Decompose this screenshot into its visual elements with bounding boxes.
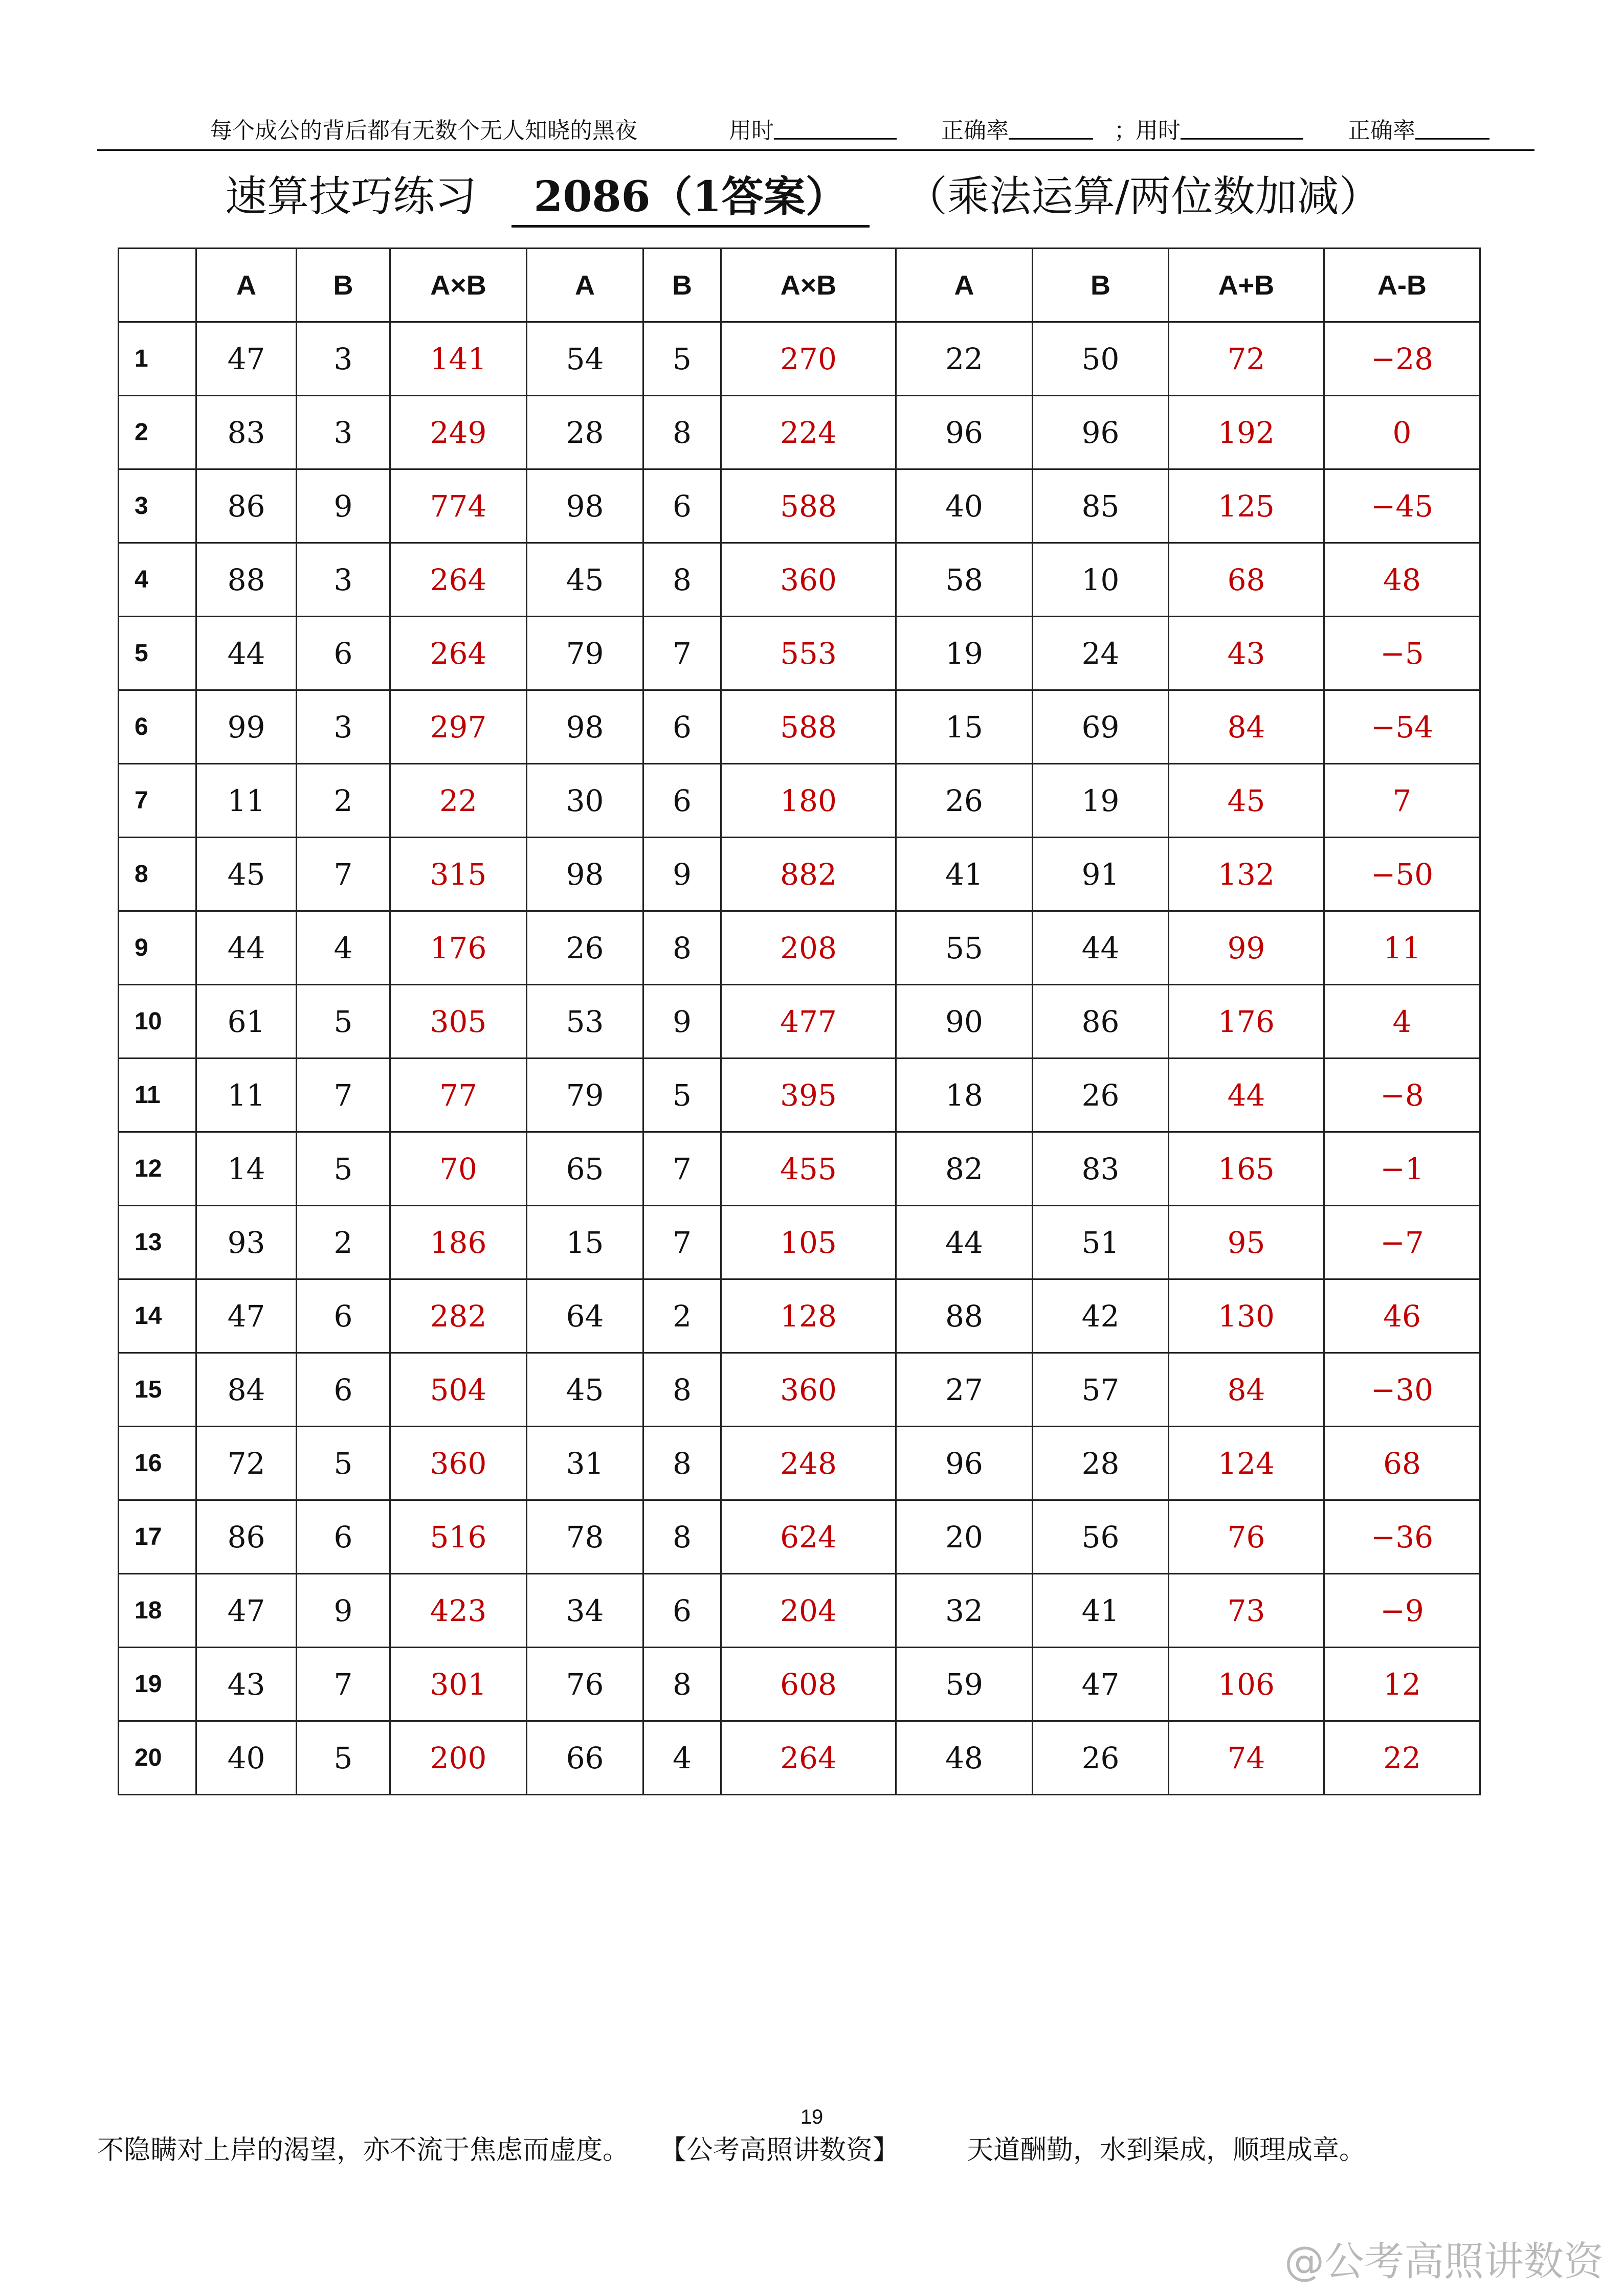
header-line <box>97 116 1534 146</box>
row-number: 12 <box>119 1132 196 1206</box>
table-row <box>119 1500 1480 1574</box>
column-header: A×B <box>721 249 896 322</box>
operand-cell: 3 <box>297 690 390 764</box>
operand-cell: 24 <box>1033 617 1169 690</box>
operand-cell: 4 <box>643 1721 721 1795</box>
operand-cell: 41 <box>896 838 1033 911</box>
answer-cell: 74 <box>1169 1721 1324 1795</box>
row-number: 8 <box>119 838 196 911</box>
time-blank-1[interactable] <box>774 116 897 140</box>
operand-cell: 45 <box>527 1353 643 1427</box>
answer-cell: 22 <box>390 764 527 838</box>
answer-cell: 882 <box>721 838 896 911</box>
operand-cell: 5 <box>297 985 390 1059</box>
column-header: B <box>297 249 390 322</box>
operand-cell: 48 <box>896 1721 1033 1795</box>
answer-cell: 12 <box>1324 1648 1480 1721</box>
row-number: 7 <box>119 764 196 838</box>
operand-cell: 47 <box>196 1279 297 1353</box>
operand-cell: 8 <box>643 543 721 617</box>
operand-cell: 8 <box>643 1500 721 1574</box>
answer-table <box>118 247 1481 1795</box>
header-separator: ； <box>1114 118 1137 144</box>
operand-cell: 55 <box>896 911 1033 985</box>
time-label-1: 用时 <box>729 118 774 144</box>
operand-cell: 18 <box>896 1059 1033 1132</box>
answer-cell: 132 <box>1169 838 1324 911</box>
table-row <box>119 543 1480 617</box>
operand-cell: 58 <box>896 543 1033 617</box>
table-row <box>119 1206 1480 1279</box>
operand-cell: 72 <box>196 1427 297 1500</box>
row-number: 16 <box>119 1427 196 1500</box>
answer-cell: 77 <box>390 1059 527 1132</box>
operand-cell: 56 <box>1033 1500 1169 1574</box>
row-number: 1 <box>119 322 196 396</box>
operand-cell: 65 <box>527 1132 643 1206</box>
operand-cell: 5 <box>297 1132 390 1206</box>
operand-cell: 19 <box>896 617 1033 690</box>
column-header: A+B <box>1169 249 1324 322</box>
table-row <box>119 396 1480 469</box>
table-row <box>119 764 1480 838</box>
operand-cell: 64 <box>527 1279 643 1353</box>
table-row <box>119 1132 1480 1206</box>
answer-cell: 200 <box>390 1721 527 1795</box>
row-number: 4 <box>119 543 196 617</box>
column-header: A-B <box>1324 249 1480 322</box>
answer-cell: −8 <box>1324 1059 1480 1132</box>
table-row <box>119 1059 1480 1132</box>
row-number: 3 <box>119 469 196 543</box>
header-motto: 每个成公的背后都有无数个无人知晓的黑夜 <box>210 118 637 144</box>
column-header: A <box>196 249 297 322</box>
column-header: A×B <box>390 249 527 322</box>
accuracy-field-2[interactable] <box>1348 116 1415 146</box>
operand-cell: 26 <box>1033 1059 1169 1132</box>
accuracy-field-1[interactable] <box>941 116 1009 146</box>
operand-cell: 3 <box>297 396 390 469</box>
operand-cell: 7 <box>643 617 721 690</box>
operand-cell: 6 <box>643 1574 721 1648</box>
answer-cell: 165 <box>1169 1132 1324 1206</box>
page-subtitle: （乘法运算/两位数加减） <box>905 172 1381 221</box>
answer-cell: 504 <box>390 1353 527 1427</box>
answer-cell: −28 <box>1324 322 1480 396</box>
table-row <box>119 1574 1480 1648</box>
operand-cell: 7 <box>297 1059 390 1132</box>
answer-cell: 360 <box>721 543 896 617</box>
operand-cell: 6 <box>643 764 721 838</box>
answer-cell: 124 <box>1169 1427 1324 1500</box>
operand-cell: 44 <box>1033 911 1169 985</box>
answer-cell: 73 <box>1169 1574 1324 1648</box>
answer-cell: 43 <box>1169 617 1324 690</box>
operand-cell: 6 <box>297 1500 390 1574</box>
operand-cell: 90 <box>896 985 1033 1059</box>
operand-cell: 47 <box>196 322 297 396</box>
answer-cell: 99 <box>1169 911 1324 985</box>
answer-cell: −54 <box>1324 690 1480 764</box>
row-number: 15 <box>119 1353 196 1427</box>
time-field-1[interactable] <box>729 116 774 146</box>
answer-cell: 70 <box>390 1132 527 1206</box>
operand-cell: 47 <box>1033 1648 1169 1721</box>
answer-cell: 11 <box>1324 911 1480 985</box>
answer-cell: 95 <box>1169 1206 1324 1279</box>
row-number: 19 <box>119 1648 196 1721</box>
table-row <box>119 911 1480 985</box>
operand-cell: 4 <box>297 911 390 985</box>
column-header: B <box>1033 249 1169 322</box>
operand-cell: 59 <box>896 1648 1033 1721</box>
row-number: 11 <box>119 1059 196 1132</box>
accuracy-blank-2[interactable] <box>1415 116 1489 140</box>
operand-cell: 57 <box>1033 1353 1169 1427</box>
table-row <box>119 985 1480 1059</box>
answer-cell: 264 <box>721 1721 896 1795</box>
header-divider <box>97 149 1534 151</box>
operand-cell: 54 <box>527 322 643 396</box>
table-row <box>119 1648 1480 1721</box>
answer-cell: 264 <box>390 543 527 617</box>
page-number: 19 <box>800 2106 824 2128</box>
operand-cell: 8 <box>643 1427 721 1500</box>
page-title: 速算技巧练习 <box>225 172 477 221</box>
answer-cell: −1 <box>1324 1132 1480 1206</box>
answer-cell: 774 <box>390 469 527 543</box>
answer-cell: 180 <box>721 764 896 838</box>
operand-cell: 45 <box>527 543 643 617</box>
operand-cell: 28 <box>527 396 643 469</box>
operand-cell: 50 <box>1033 322 1169 396</box>
operand-cell: 93 <box>196 1206 297 1279</box>
row-number: 6 <box>119 690 196 764</box>
answer-cell: 204 <box>721 1574 896 1648</box>
answer-cell: 7 <box>1324 764 1480 838</box>
table-row <box>119 1427 1480 1500</box>
answer-cell: 516 <box>390 1500 527 1574</box>
answer-cell: 423 <box>390 1574 527 1648</box>
operand-cell: 6 <box>643 469 721 543</box>
operand-cell: 7 <box>297 838 390 911</box>
row-number: 14 <box>119 1279 196 1353</box>
operand-cell: 82 <box>896 1132 1033 1206</box>
answer-cell: −9 <box>1324 1574 1480 1648</box>
operand-cell: 91 <box>1033 838 1169 911</box>
operand-cell: 30 <box>527 764 643 838</box>
operand-cell: 69 <box>1033 690 1169 764</box>
operand-cell: 5 <box>297 1427 390 1500</box>
operand-cell: 9 <box>643 838 721 911</box>
operand-cell: 19 <box>1033 764 1169 838</box>
row-number: 10 <box>119 985 196 1059</box>
table-row <box>119 690 1480 764</box>
operand-cell: 22 <box>896 322 1033 396</box>
answer-cell: 270 <box>721 322 896 396</box>
operand-cell: 8 <box>643 1648 721 1721</box>
accuracy-blank-1[interactable] <box>1009 116 1093 140</box>
answer-cell: 282 <box>390 1279 527 1353</box>
answer-cell: 553 <box>721 617 896 690</box>
footer-brand: 【公考高照讲数资】 <box>660 2135 900 2166</box>
column-header: A <box>527 249 643 322</box>
operand-cell: 96 <box>896 396 1033 469</box>
operand-cell: 99 <box>196 690 297 764</box>
table-row <box>119 322 1480 396</box>
operand-cell: 2 <box>297 1206 390 1279</box>
row-number: 17 <box>119 1500 196 1574</box>
row-number: 18 <box>119 1574 196 1648</box>
operand-cell: 85 <box>1033 469 1169 543</box>
table-row <box>119 1353 1480 1427</box>
operand-cell: 9 <box>297 1574 390 1648</box>
exercise-code: 2086（1答案） <box>511 166 870 228</box>
operand-cell: 20 <box>896 1500 1033 1574</box>
operand-cell: 79 <box>527 617 643 690</box>
row-number: 2 <box>119 396 196 469</box>
operand-cell: 11 <box>196 764 297 838</box>
row-number: 20 <box>119 1721 196 1795</box>
answer-cell: 588 <box>721 690 896 764</box>
operand-cell: 31 <box>527 1427 643 1500</box>
operand-cell: 9 <box>297 469 390 543</box>
operand-cell: 34 <box>527 1574 643 1648</box>
operand-cell: 61 <box>196 985 297 1059</box>
operand-cell: 86 <box>196 469 297 543</box>
operand-cell: 5 <box>643 1059 721 1132</box>
operand-cell: 41 <box>1033 1574 1169 1648</box>
operand-cell: 6 <box>297 617 390 690</box>
answer-cell: 84 <box>1169 1353 1324 1427</box>
operand-cell: 5 <box>643 322 721 396</box>
answer-cell: 224 <box>721 396 896 469</box>
watermark: @公考高照讲数资 <box>1284 2239 1604 2285</box>
operand-cell: 88 <box>196 543 297 617</box>
answer-cell: 68 <box>1169 543 1324 617</box>
answer-cell: 608 <box>721 1648 896 1721</box>
table-row <box>119 617 1480 690</box>
answer-cell: 22 <box>1324 1721 1480 1795</box>
row-number: 9 <box>119 911 196 985</box>
answer-cell: 192 <box>1169 396 1324 469</box>
operand-cell: 84 <box>196 1353 297 1427</box>
answer-cell: 301 <box>390 1648 527 1721</box>
answer-cell: 76 <box>1169 1500 1324 1574</box>
operand-cell: 28 <box>1033 1427 1169 1500</box>
operand-cell: 26 <box>896 764 1033 838</box>
operand-cell: 40 <box>896 469 1033 543</box>
answer-cell: 360 <box>390 1427 527 1500</box>
operand-cell: 98 <box>527 469 643 543</box>
operand-cell: 15 <box>896 690 1033 764</box>
answer-cell: 588 <box>721 469 896 543</box>
answer-cell: 624 <box>721 1500 896 1574</box>
operand-cell: 3 <box>297 322 390 396</box>
answer-cell: 395 <box>721 1059 896 1132</box>
operand-cell: 7 <box>643 1132 721 1206</box>
operand-cell: 11 <box>196 1059 297 1132</box>
table-row <box>119 1721 1480 1795</box>
operand-cell: 6 <box>297 1353 390 1427</box>
accuracy-label-1: 正确率 <box>941 118 1009 144</box>
answer-cell: −5 <box>1324 617 1480 690</box>
answer-cell: 477 <box>721 985 896 1059</box>
operand-cell: 86 <box>1033 985 1169 1059</box>
operand-cell: 3 <box>297 543 390 617</box>
table-row <box>119 469 1480 543</box>
answer-cell: 44 <box>1169 1059 1324 1132</box>
operand-cell: 78 <box>527 1500 643 1574</box>
answer-cell: 305 <box>390 985 527 1059</box>
answer-cell: 106 <box>1169 1648 1324 1721</box>
answer-cell: 128 <box>721 1279 896 1353</box>
answer-cell: 176 <box>390 911 527 985</box>
accuracy-label-2: 正确率 <box>1348 118 1415 144</box>
footer-right-quote: 天道酬勤，水到渠成，顺理成章。 <box>967 2135 1366 2166</box>
answer-cell: 68 <box>1324 1427 1480 1500</box>
operand-cell: 96 <box>1033 396 1169 469</box>
answer-cell: 249 <box>390 396 527 469</box>
operand-cell: 40 <box>196 1721 297 1795</box>
operand-cell: 44 <box>196 617 297 690</box>
operand-cell: 27 <box>896 1353 1033 1427</box>
operand-cell: 45 <box>196 838 297 911</box>
operand-cell: 14 <box>196 1132 297 1206</box>
operand-cell: 76 <box>527 1648 643 1721</box>
table-row <box>119 838 1480 911</box>
operand-cell: 6 <box>643 690 721 764</box>
operand-cell: 9 <box>643 985 721 1059</box>
operand-cell: 98 <box>527 690 643 764</box>
answer-cell: 130 <box>1169 1279 1324 1353</box>
operand-cell: 83 <box>196 396 297 469</box>
operand-cell: 66 <box>527 1721 643 1795</box>
operand-cell: 83 <box>1033 1132 1169 1206</box>
answer-cell: 297 <box>390 690 527 764</box>
operand-cell: 10 <box>1033 543 1169 617</box>
operand-cell: 8 <box>643 911 721 985</box>
operand-cell: 2 <box>297 764 390 838</box>
operand-cell: 42 <box>1033 1279 1169 1353</box>
answer-cell: 264 <box>390 617 527 690</box>
answer-cell: 176 <box>1169 985 1324 1059</box>
footer-left-quote: 不隐瞒对上岸的渴望，亦不流于焦虑而虚度。 <box>97 2135 630 2166</box>
answer-cell: 360 <box>721 1353 896 1427</box>
answer-cell: 455 <box>721 1132 896 1206</box>
table-row <box>119 1279 1480 1353</box>
answer-cell: 48 <box>1324 543 1480 617</box>
answer-cell: 248 <box>721 1427 896 1500</box>
operand-cell: 15 <box>527 1206 643 1279</box>
answer-cell: 4 <box>1324 985 1480 1059</box>
answer-cell: −50 <box>1324 838 1480 911</box>
answer-cell: 186 <box>390 1206 527 1279</box>
answer-cell: 105 <box>721 1206 896 1279</box>
answer-cell: −36 <box>1324 1500 1480 1574</box>
operand-cell: 44 <box>196 911 297 985</box>
answer-cell: 46 <box>1324 1279 1480 1353</box>
operand-cell: 26 <box>527 911 643 985</box>
operand-cell: 8 <box>643 1353 721 1427</box>
answer-cell: 141 <box>390 322 527 396</box>
operand-cell: 51 <box>1033 1206 1169 1279</box>
answer-cell: −30 <box>1324 1353 1480 1427</box>
answer-cell: 72 <box>1169 322 1324 396</box>
answer-cell: −45 <box>1324 469 1480 543</box>
operand-cell: 98 <box>527 838 643 911</box>
row-number: 13 <box>119 1206 196 1279</box>
operand-cell: 79 <box>527 1059 643 1132</box>
operand-cell: 44 <box>896 1206 1033 1279</box>
answer-cell: 208 <box>721 911 896 985</box>
operand-cell: 88 <box>896 1279 1033 1353</box>
column-header <box>119 249 196 322</box>
row-number: 5 <box>119 617 196 690</box>
operand-cell: 6 <box>297 1279 390 1353</box>
operand-cell: 26 <box>1033 1721 1169 1795</box>
operand-cell: 96 <box>896 1427 1033 1500</box>
operand-cell: 53 <box>527 985 643 1059</box>
table-header-row <box>119 249 1480 322</box>
operand-cell: 7 <box>297 1648 390 1721</box>
column-header: B <box>643 249 721 322</box>
operand-cell: 86 <box>196 1500 297 1574</box>
operand-cell: 7 <box>643 1206 721 1279</box>
answer-cell: 315 <box>390 838 527 911</box>
operand-cell: 32 <box>896 1574 1033 1648</box>
answer-cell: 125 <box>1169 469 1324 543</box>
column-header: A <box>896 249 1033 322</box>
answer-cell: 0 <box>1324 396 1480 469</box>
answer-cell: 45 <box>1169 764 1324 838</box>
operand-cell: 5 <box>297 1721 390 1795</box>
time-blank-2[interactable] <box>1181 116 1303 140</box>
time-field-2[interactable] <box>1136 116 1181 146</box>
answer-cell: 84 <box>1169 690 1324 764</box>
operand-cell: 43 <box>196 1648 297 1721</box>
operand-cell: 2 <box>643 1279 721 1353</box>
time-label-2: 用时 <box>1136 118 1181 144</box>
operand-cell: 47 <box>196 1574 297 1648</box>
answer-cell: −7 <box>1324 1206 1480 1279</box>
operand-cell: 8 <box>643 396 721 469</box>
